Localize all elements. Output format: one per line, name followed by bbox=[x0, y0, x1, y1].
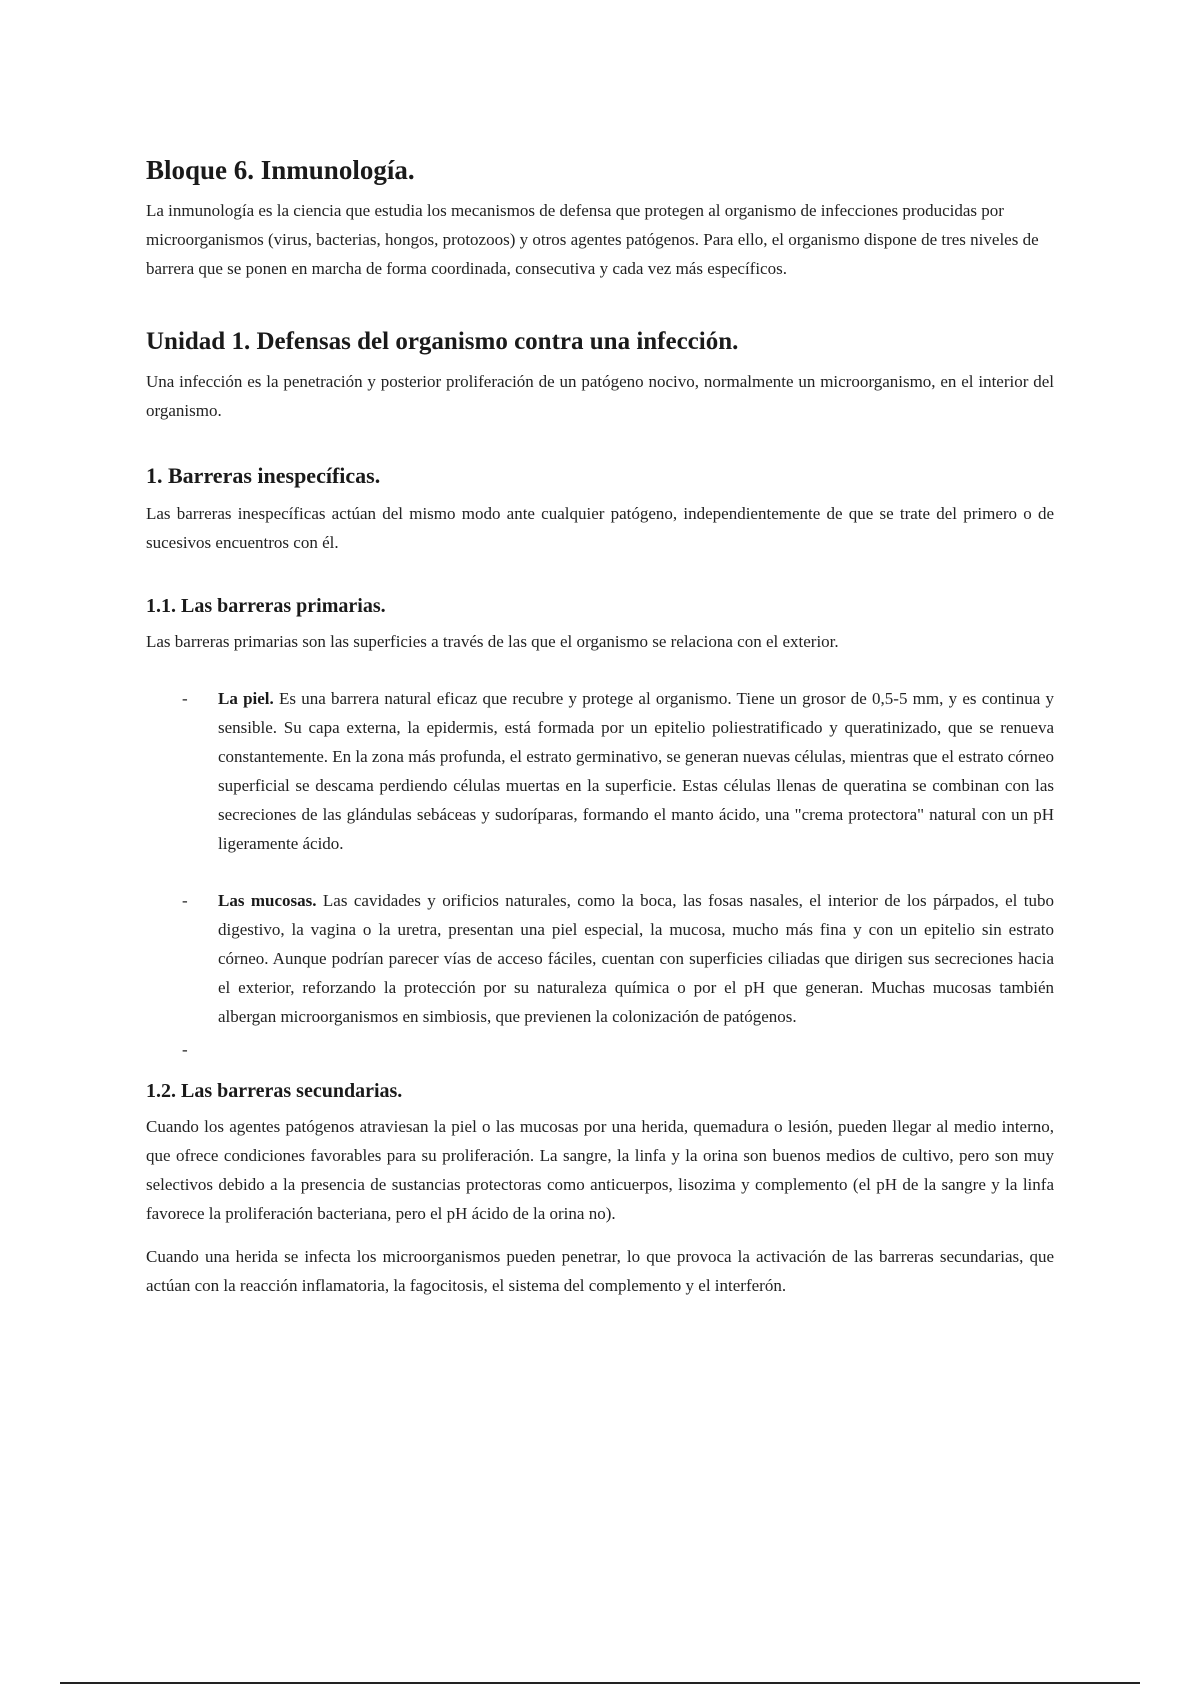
list-marker: - bbox=[182, 1040, 188, 1059]
unidad-heading: Unidad 1. Defensas del organismo contra una infección. bbox=[146, 328, 739, 355]
subsection-heading-secundarias: 1.2. Las barreras secundarias. bbox=[146, 1080, 403, 1102]
bloque-heading: Bloque 6. Inmunología. bbox=[146, 155, 415, 185]
primarias-list bbox=[146, 684, 1054, 1064]
infeccion-definition: Una infección es la penetración y posterior proliferación de un patógeno nocivo, normalmente un microorganismo, en el interior del organismo. bbox=[146, 372, 1054, 420]
list-marker: - bbox=[182, 689, 188, 708]
list-item-term: Las mucosas. bbox=[218, 891, 317, 910]
list-marker: - bbox=[182, 891, 188, 910]
document-page bbox=[146, 150, 1054, 1300]
intro-paragraph: La inmunología es la ciencia que estudia los mecanismos de defensa que protegen al organismo de infecciones producidas por microorganismos (virus, bacterias, hongos, protozoos) y otros agentes patógenos. Para ello, el organismo dispone de tres niveles de barrera que se ponen en marcha de forma coordinada, consecutiva y cada vez más específicos. bbox=[146, 201, 1039, 278]
list-item-text: Las cavidades y orificios naturales, como la boca, las fosas nasales, el interior de los párpados, el tubo digestivo, la vagina o la uretra, presentan una piel especial, la mucosa, mucho más fina y con un epitelio sin estrato córneo. Aunque podrían parecer vías de acceso fáciles, cuentan con superficies ciliadas que dirigen sus secreciones hacia el exterior, reforzando la protección por su naturaleza química o por el pH que generan. Muchas mucosas también albergan microorganismos en simbiosis, que previenen la colonización de patógenos. bbox=[218, 891, 1054, 1026]
subsection-heading-primarias: 1.1. Las barreras primarias. bbox=[146, 595, 386, 617]
primarias-paragraph: Las barreras primarias son las superficies a través de las que el organismo se relaciona con el exterior. bbox=[146, 632, 839, 651]
secundarias-paragraph-1: Cuando los agentes patógenos atraviesan la piel o las mucosas por una herida, quemadura o lesión, pueden llegar al medio interno, que ofrece condiciones favorables para su proliferación. La sangre, la linfa y la orina son buenos medios de cultivo, pero son muy selectivos debido a la presencia de sustancias protectoras como anticuerpos, lisozima y complemento (el pH de la sangre y la linfa favorece la proliferación bacteriana, pero el pH ácido de la orina no). bbox=[146, 1117, 1054, 1223]
footer-divider bbox=[60, 1682, 1140, 1684]
section-heading-barreras-inespecificas: 1. Barreras inespecíficas. bbox=[146, 463, 381, 488]
list-item-piel bbox=[146, 684, 1054, 858]
list-item-term: La piel. bbox=[218, 689, 274, 708]
barreras-inespecificas-paragraph: Las barreras inespecíficas actúan del mismo modo ante cualquier patógeno, independientemente de que se trate del primero o de sucesivos encuentros con él. bbox=[146, 504, 1054, 552]
list-item-mucosas bbox=[146, 886, 1054, 1031]
secundarias-paragraph-2: Cuando una herida se infecta los microorganismos pueden penetrar, lo que provoca la activación de las barreras secundarias, que actúan con la reacción inflamatoria, la fagocitosis, el sistema del complemento y el interferón. bbox=[146, 1247, 1054, 1295]
list-item-text: Es una barrera natural eficaz que recubre y protege al organismo. Tiene un grosor de 0,5-5 mm, y es continua y sensible. Su capa externa, la epidermis, está formada por un epitelio poliestratificado y queratinizado, que se renueva constantemente. En la zona más profunda, el estrato germinativo, se generan nuevas células, mientras que el estrato córneo superficial se descama perdiendo células muertas en la superficie. Estas células llenas de queratina se combinan con las secreciones de las glándulas sebáceas y sudoríparas, formando el manto ácido, una "crema protectora" natural con un pH ligeramente ácido. bbox=[218, 689, 1054, 853]
list-item-empty bbox=[146, 1035, 1054, 1064]
